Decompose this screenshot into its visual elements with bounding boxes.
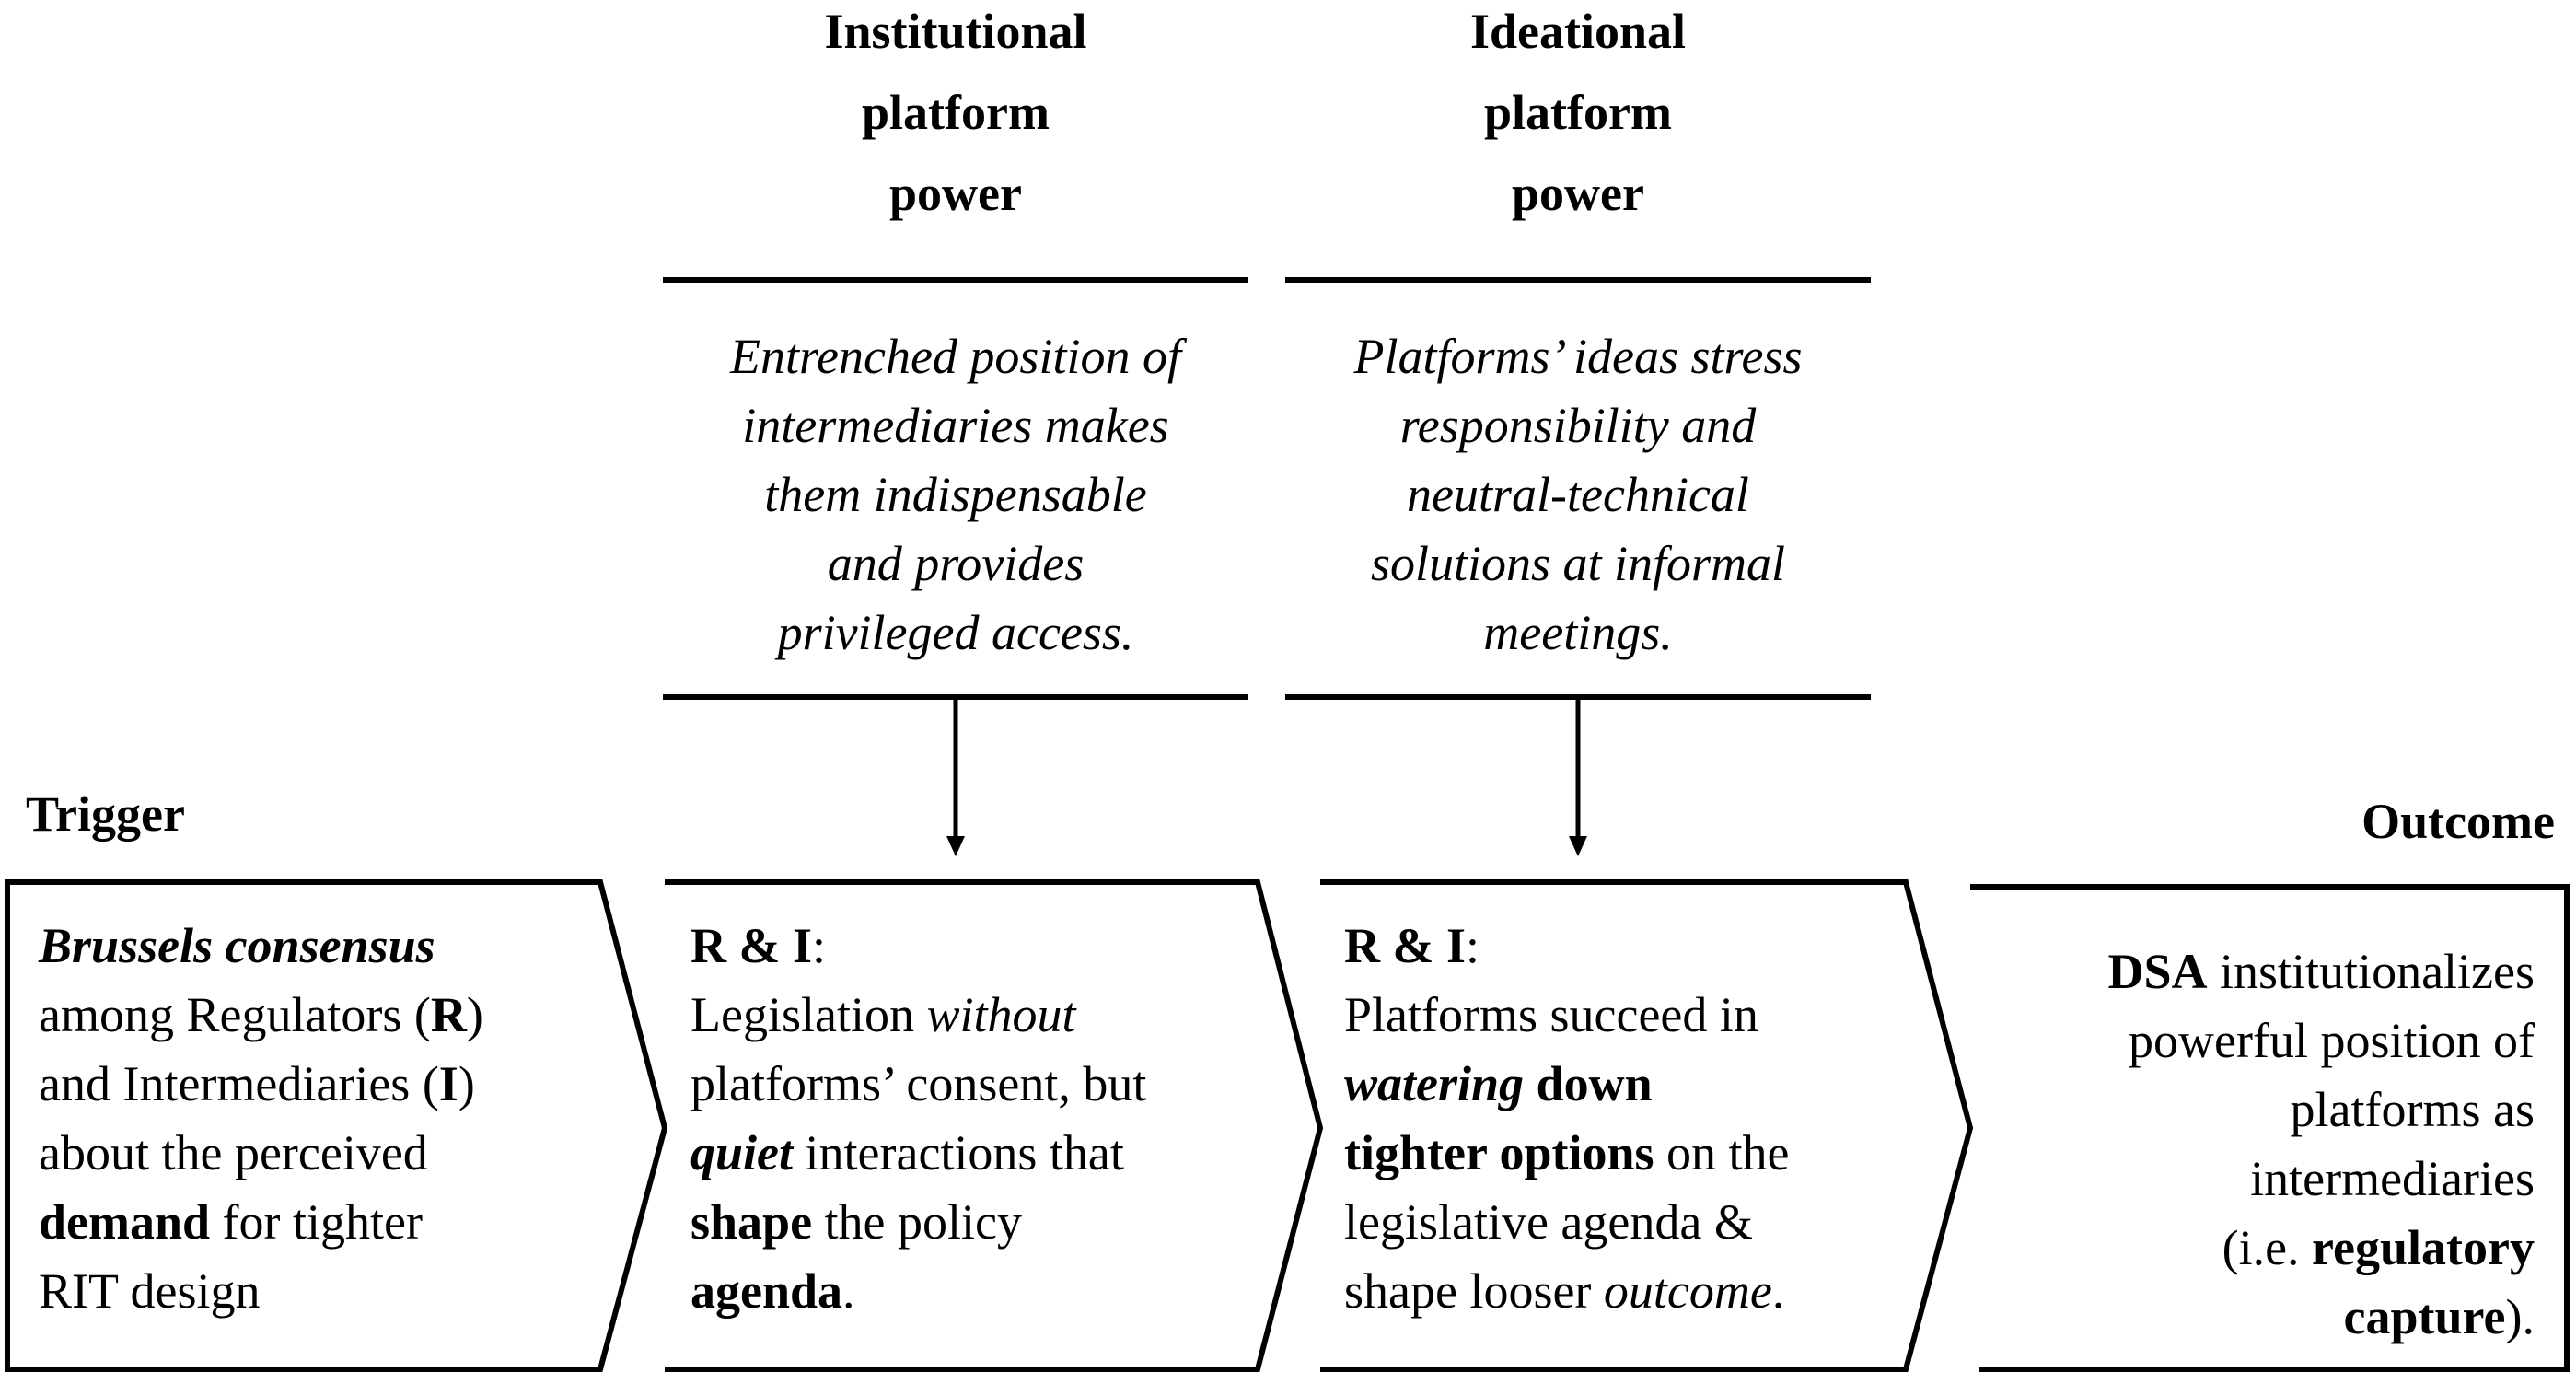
outcome-box-run: institutionalizes (2207, 944, 2535, 999)
ideational-box-run: down (1524, 1056, 1653, 1111)
ideational-box-text (1344, 912, 1790, 1326)
ideational-title-line: Ideational (1469, 4, 1687, 59)
outcome-box-line (1979, 937, 2535, 1006)
outcome-box-run: regulatory (2312, 1220, 2535, 1275)
ideational-title-line: power (1512, 166, 1644, 221)
institutional-description-line: them indispensable (764, 467, 1147, 522)
trigger-box-run: for tighter (210, 1194, 423, 1250)
ideational-box-line (1344, 981, 1790, 1050)
trigger-box-line (39, 1119, 483, 1188)
ideational-box-run: legislative agenda & (1344, 1194, 1753, 1250)
institutional-box-line (690, 1050, 1146, 1119)
ideational-box-line (1344, 1050, 1790, 1119)
trigger-box-run: and Intermediaries ( (39, 1056, 439, 1111)
outcome-box-line (1979, 1145, 2535, 1214)
trigger-box-line (39, 912, 483, 981)
institutional-box-run: without (926, 987, 1076, 1042)
outcome-box-run: capture (2343, 1289, 2506, 1344)
outcome-box-line (1979, 1214, 2535, 1283)
trigger-box-run: among Regulators ( (39, 987, 431, 1042)
trigger-box-run: R (430, 987, 467, 1042)
trigger-box-run: about the perceived (39, 1125, 428, 1180)
ideational-box-line (1344, 1188, 1790, 1257)
institutional-description-line: privileged access. (777, 605, 1134, 660)
institutional-box-run: platforms’ consent, but (690, 1056, 1147, 1111)
institutional-description-line: and provides (827, 536, 1085, 591)
institutional-box-line (690, 1257, 1146, 1326)
ideational-box-line (1344, 1119, 1790, 1188)
ideational-description-line: meetings. (1483, 605, 1673, 660)
institutional-title-line: platform (862, 85, 1050, 140)
institutional-box-run: quiet (690, 1125, 794, 1180)
ideational-box-line (1344, 1257, 1790, 1326)
ideational-description-line: responsibility and (1399, 398, 1757, 453)
outcome-box-run: (i.e. (2222, 1220, 2313, 1275)
institutional-box-run: interactions that (793, 1125, 1124, 1180)
institutional-box-line (690, 912, 1146, 981)
institutional-box-run: agenda (690, 1263, 843, 1319)
ideational-box-run: R & I (1344, 918, 1466, 973)
ideational-box-run: tighter options (1344, 1125, 1654, 1180)
outcome-box-run: DSA (2107, 944, 2208, 999)
outcome-box-run: ). (2505, 1289, 2535, 1344)
trigger-box-run: demand (39, 1194, 211, 1250)
institutional-box-line (690, 981, 1146, 1050)
outcome-box-run: platforms as (2290, 1082, 2535, 1137)
trigger-box-line (39, 981, 483, 1050)
outcome-box-run: intermediaries (2250, 1151, 2535, 1206)
ideational-description-line: solutions at informal (1370, 536, 1786, 591)
ideational-description-line: neutral-technical (1407, 467, 1749, 522)
trigger-box-run: RIT design (39, 1263, 261, 1319)
ideational-title-line: platform (1484, 85, 1672, 140)
outcome-box-run: powerful position of (2129, 1013, 2535, 1068)
ideational-box-run: outcome (1603, 1263, 1772, 1319)
ideational-title (1285, 0, 1871, 234)
trigger-box-run: ) (458, 1056, 475, 1111)
trigger-box-line (39, 1188, 483, 1257)
institutional-box-run: the policy (812, 1194, 1022, 1250)
institutional-box-line (690, 1119, 1146, 1188)
institutional-box-run: : (812, 918, 827, 973)
institutional-title-line: power (889, 166, 1022, 221)
ideational-box-run: . (1771, 1263, 1785, 1319)
ideational-box-run: Platforms succeed in (1344, 987, 1758, 1042)
trigger-box-line (39, 1050, 483, 1119)
ideational-box-run: on the (1654, 1125, 1790, 1180)
institutional-title (663, 0, 1248, 234)
institutional-box-run: . (842, 1263, 855, 1319)
institutional-box-run: Legislation (690, 987, 927, 1042)
institutional-box-run: R & I (690, 918, 812, 973)
institutional-description-line: intermediaries makes (742, 398, 1169, 453)
trigger-box-run: Brussels consensus (39, 918, 435, 973)
institutional-title-line: Institutional (824, 4, 1087, 59)
trigger-label: Trigger (26, 786, 185, 842)
institutional-box-text (690, 912, 1146, 1326)
trigger-box-run: ) (466, 987, 483, 1042)
ideational-description-line: Platforms’ ideas stress (1353, 329, 1803, 384)
institutional-box-run: shape (690, 1194, 813, 1250)
institutional-description-line: Entrenched position of (730, 329, 1181, 384)
ideational-box-run: shape looser (1344, 1263, 1604, 1319)
ideational-arrow (1569, 700, 1587, 856)
ideational-box-line (1344, 912, 1790, 981)
trigger-box-line (39, 1257, 483, 1326)
institutional-box-line (690, 1188, 1146, 1257)
trigger-box-run: I (438, 1056, 458, 1111)
institutional-description (663, 322, 1248, 668)
ideational-box-run: watering (1344, 1056, 1525, 1111)
outcome-label: Outcome (2361, 794, 2555, 849)
outcome-box-text (1979, 937, 2535, 1352)
ideational-box-run: : (1466, 918, 1480, 973)
outcome-box-line (1979, 1283, 2535, 1352)
institutional-arrow (946, 700, 965, 856)
trigger-box-text (39, 912, 483, 1326)
ideational-description (1285, 322, 1871, 668)
outcome-box-line (1979, 1006, 2535, 1076)
outcome-box-line (1979, 1076, 2535, 1145)
